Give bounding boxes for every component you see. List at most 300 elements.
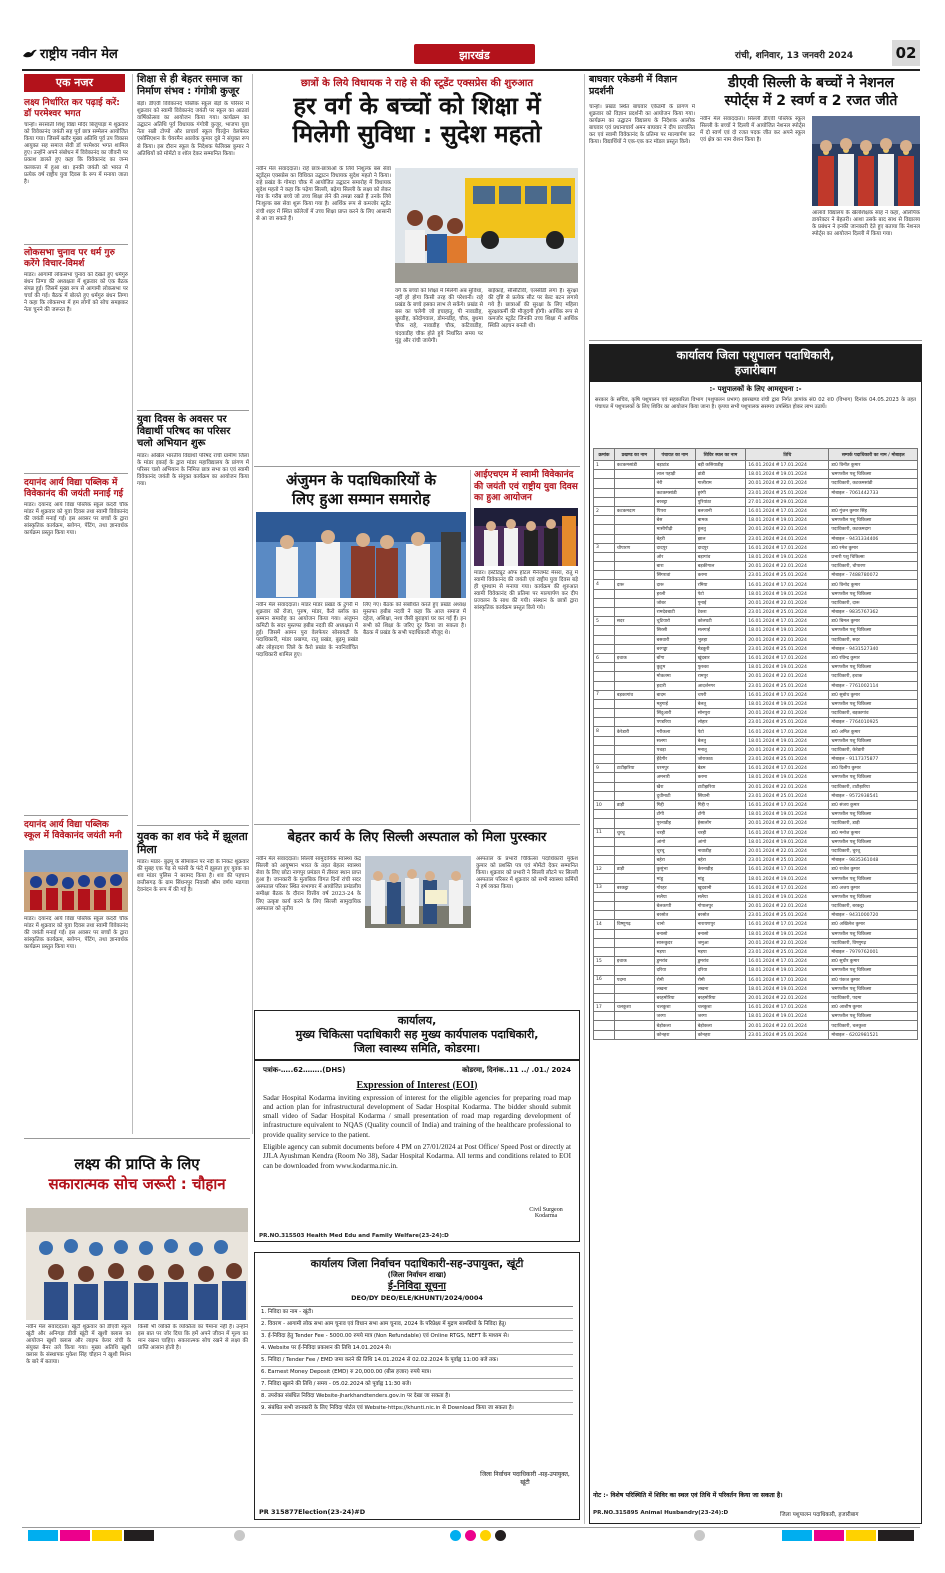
ek-nazar-tab: एक नजर xyxy=(24,74,125,92)
table-row xyxy=(594,571,918,580)
col2-story-1 xyxy=(137,74,249,391)
table-cell: इचाक xyxy=(614,653,654,662)
table-cell: बेड़ोकला xyxy=(654,1021,695,1030)
col2-story-3 xyxy=(137,830,249,1129)
table-cell: कटकमसांडी xyxy=(654,488,695,497)
table-cell: मासीपीढ़ी xyxy=(654,525,695,534)
table-cell: डा0 रमेश कुमार xyxy=(829,543,918,552)
table-cell xyxy=(594,571,615,580)
table-cell: जरगा xyxy=(654,1012,695,1021)
table-cell: 16 xyxy=(594,975,615,984)
anjuman-photo xyxy=(256,512,466,598)
table-row xyxy=(594,810,918,819)
table-cell: बेलकप्पी xyxy=(654,902,695,911)
table-cell xyxy=(614,516,654,525)
table-cell: भ्रमणशील पशु चिकित्सा xyxy=(829,736,918,745)
table-cell xyxy=(614,810,654,819)
table-cell: खैरा xyxy=(654,782,695,791)
table-cell: 18.01.2024 से 19.01.2024 xyxy=(746,837,829,846)
table-cell: भ्रमणशील पशु चिकित्सा xyxy=(829,966,918,975)
table-row xyxy=(594,791,918,800)
table-cell: 20.01.2024 से 22.01.2024 xyxy=(746,562,829,571)
table-cell: पदाधिकारी, कटकमदाग xyxy=(829,525,918,534)
table-cell: मोबाइल - 6202981521 xyxy=(829,1030,918,1039)
table-cell: भ्रमणशील पशु चिकित्सा xyxy=(829,663,918,672)
table-cell: आंगो xyxy=(654,837,695,846)
table-cell: प्रभारी पशु चिकित्सा xyxy=(829,552,918,561)
table-cell: दादपुर xyxy=(695,543,746,552)
table-cell: मांडू xyxy=(695,874,746,883)
table-row xyxy=(594,920,918,929)
table-cell: बलजानी xyxy=(695,506,746,515)
table-cell: 4 xyxy=(594,580,615,589)
table-row xyxy=(594,663,918,672)
table-cell: 7 xyxy=(594,690,615,699)
table-cell: बेहरी xyxy=(654,534,695,543)
table-row xyxy=(594,681,918,690)
table-cell xyxy=(614,589,654,598)
table-cell: पदाधिकारी, टाटीझरिया xyxy=(829,782,918,791)
baghvar-headline: बाघवार एकेडमी में विज्ञान प्रदर्शनी xyxy=(589,74,678,97)
table-cell: मोबाइल - 9431000720 xyxy=(829,911,918,920)
table-cell: सलगाई xyxy=(695,626,746,635)
table-cell: 18.01.2024 से 19.01.2024 xyxy=(746,626,829,635)
table-cell: पदाधिकारी, चुरचू xyxy=(829,846,918,855)
table-cell: डा0 संजय कुमार xyxy=(829,800,918,809)
table-cell xyxy=(594,1030,615,1039)
table-cell: मेडकुरी xyxy=(695,644,746,653)
table-cell: मोबाइल - 9117375877 xyxy=(829,755,918,764)
table-cell: कोलघटी xyxy=(695,617,746,626)
table-cell: डा0 मनोज कुमार xyxy=(829,828,918,837)
table-cell: 6 xyxy=(594,653,615,662)
table-cell: पेटो xyxy=(695,727,746,736)
ek-nazar-item-2 xyxy=(24,248,128,467)
table-cell: बड़ी कसियाडीह xyxy=(695,461,746,470)
table-cell: गालीराम xyxy=(695,479,746,488)
table-cell: 23.01.2024 से 25.01.2024 xyxy=(746,1030,829,1039)
table-cell xyxy=(614,791,654,800)
table-cell: पचड़ा xyxy=(654,745,695,754)
table-cell xyxy=(594,470,615,479)
table-cell xyxy=(594,993,615,1002)
table-cell xyxy=(614,755,654,764)
table-cell xyxy=(594,562,615,571)
table-row xyxy=(594,782,918,791)
table-cell: 20.01.2024 से 22.01.2024 xyxy=(746,598,829,607)
table-row xyxy=(594,488,918,497)
table-cell: सदर xyxy=(614,617,654,626)
table-cell: 18.01.2024 से 19.01.2024 xyxy=(746,663,829,672)
table-cell: चरही xyxy=(654,828,695,837)
table-cell xyxy=(594,552,615,561)
table-cell: बरबट्टा xyxy=(654,497,695,506)
table-cell xyxy=(614,837,654,846)
tender-rows: 1. निविदा का नाम - खूंटी। 2. विवरण - आगामी लोक सभा आम चुनाव एवं विधान सभा आम चुनाव, 2024 के परिप्रेक्ष्य में मुद्रण सामग्रियों के निविदा हेतु। 3. ई-निविदा हेतु Tender Fee - 5000.00 रुपये मात्र (Non Refundable) एवं Online RTGS, NEFT के माध्यम से। 4. Website पर ई-निविदा प्रकाशन की तिथि 14.01.2024 से। 5. निविदा / Tender Fee / EMD जमा करने की तिथि 14.01.2024 से 02.02.2024 के पूर्वाह्न 11:00 बजे तक। 6. Earnest Money Deposit (EMD) रु 20,000.00 (बीस हजार) रुपये मात्र। 7. निविदा खुलने की तिथि / समय - 05.02.2024 को पूर्वाह्न 11:30 बजे। 8. उपरोक्त संबंधित निविदा Website-jharkhandtenders.gov.in पर देखा जा सकता है। 9. संबंधित सभी जानकारी के लिए निविदा पोर्टल एवं Website-https://khunti.nic.in से Download किया जा सकता है। xyxy=(261,1306,573,1415)
table-cell xyxy=(614,947,654,956)
table-row xyxy=(594,727,918,736)
table-cell: 20.01.2024 से 22.01.2024 xyxy=(746,993,829,1002)
col2-story-2 xyxy=(137,414,249,783)
lakshya-headline: लक्ष्य की प्राप्ति के लिए सकारात्मक सोच जरूरी : चौहान xyxy=(48,1155,226,1193)
table-cell: टेकरा xyxy=(695,608,746,617)
table-cell: पदाधिकारी, बड़कागांव xyxy=(829,709,918,718)
table-cell xyxy=(614,773,654,782)
table-cell: सिरसी xyxy=(654,626,695,635)
table-row xyxy=(594,764,918,773)
table-cell: जोराकाठ xyxy=(695,755,746,764)
table-cell: सलैया xyxy=(695,892,746,901)
table-cell: पेटो xyxy=(695,589,746,598)
table-cell xyxy=(614,470,654,479)
table-cell: भ्रमणशील पशु चिकित्सा xyxy=(829,1012,918,1021)
anjuman-body-1: नवीन मेल संवाददाता। मांडर मांडर प्रखंड के टुगरी में शुक्रवार को रोजा, पुरुष, मांडर, कैरो ब्लॉक का सम्मान समारोह का आयोजन किया गया। अंजुमन कमिटी के सदर मुस्तफा हबीब नदवी की अध्यक्षता में हुई। जिसमें आमन पुरा वेलफेयर सोसायटी के पदाधिकारी, मांडर प्रखण्ड, रातू प्रखंड, बुढ़मू प्रखंड और लोहरदगा जिले के कैरो प्रखंड के नवनिर्वाचित पदाधिकारी शामिल हुए। xyxy=(256,602,358,658)
table-cell: टोंगी xyxy=(654,810,695,819)
table-cell xyxy=(614,626,654,635)
table-cell xyxy=(614,608,654,617)
vet-intro: सरकार के सचिव, कृषि पशुपालन एवं सहकारिता विभाग (पशुपालन प्रभाग) झारखण्ड रांची द्वारा निर्गत ज्ञापांक सं0 02 रा0 (विभाग) दिनांक 04.05.2023 के तहत पंचायत में पशुपालकों के लिए शिविर का आयोजन किया जाना है। कृपया सभी पशुपालक ससमय उपस्थित होकर लाभ उठायें। xyxy=(595,397,916,410)
table-cell: पदाधिकारी, सदर xyxy=(829,635,918,644)
item-title: लोकसभा चुनाव पर धर्म गुरु करेंगे विचार-विमर्श xyxy=(24,248,115,269)
table-cell: 20.01.2024 से 22.01.2024 xyxy=(746,635,829,644)
table-cell: डा0 दिलीप कुमार xyxy=(829,764,918,773)
table-row xyxy=(594,856,918,865)
table-row xyxy=(594,892,918,901)
table-cell: चलकुशा xyxy=(654,1003,695,1012)
table-row xyxy=(594,911,918,920)
table-cell: कुटुम xyxy=(654,663,695,672)
table-cell: 20.01.2024 से 22.01.2024 xyxy=(746,709,829,718)
table-cell: टाटीझरिया xyxy=(614,764,654,773)
itm-photo xyxy=(474,508,578,566)
table-cell: 8 xyxy=(594,727,615,736)
table-cell xyxy=(594,1012,615,1021)
table-cell: बड़ाटांड xyxy=(654,461,695,470)
table-cell: डा0 सुबोध कुमार xyxy=(829,690,918,699)
table-cell: सोनपुरा xyxy=(695,709,746,718)
table-cell xyxy=(594,525,615,534)
table-cell: 20.01.2024 से 22.01.2024 xyxy=(746,902,829,911)
table-cell: बड़ागांव xyxy=(695,552,746,561)
table-cell xyxy=(594,846,615,855)
table-cell: 20.01.2024 से 22.01.2024 xyxy=(746,479,829,488)
table-cell: 16.01.2024 से 17.01.2024 xyxy=(746,828,829,837)
table-cell: 15 xyxy=(594,957,615,966)
item-body: चान्हो। सरस्वती शिशु विद्या मंदिर बिजुपाड़ा में शुक्रवार को विवेकानंद जयंती सह पूर्व छात्र सम्मेलन आयोजित किया गया। जिसमें बतौर मुख्य अतिथि पूर्व उप विकास आयुक्त सह समाज सेवी डॉ परमेश्वर भगत शामिल हुए। उन्होंने अपने संबोधन में विवेकानंद का जीवनी पर प्रकाश डालते हुए कहा कि विवेकानंद का जन्म कलकत्ता में हुआ था। इनकी जयंती को भारत में प्रत्येक वर्ष राष्ट्रीय युवा दिवस के रूप में मनाया जाता है। xyxy=(24,122,128,185)
table-cell xyxy=(594,608,615,617)
table-cell xyxy=(594,497,615,506)
table-cell: पदाधिकारी, विष्णुगढ़ xyxy=(829,938,918,947)
table-cell: सिंघानी xyxy=(695,791,746,800)
table-cell xyxy=(594,791,615,800)
paper-name: राष्ट्रीय नवीन मेल xyxy=(40,47,118,62)
table-cell xyxy=(614,856,654,865)
hospital-headline: बेहतर कार्य के लिए सिल्ली अस्पताल को मिला पुरस्कार xyxy=(287,830,547,845)
table-cell: डा0 रविन्द्र कुमार xyxy=(829,653,918,662)
table-cell: बादम xyxy=(654,690,695,699)
table-cell: झाल xyxy=(695,534,746,543)
table-cell: 5 xyxy=(594,617,615,626)
table-cell: कटकमदाग xyxy=(614,506,654,515)
table-row xyxy=(594,644,918,653)
vet-header: कार्यालय जिला पशुपालन पदाधिकारी, हजारीबाग xyxy=(590,345,921,382)
table-cell: खुदवानी xyxy=(695,883,746,892)
table-row xyxy=(594,957,918,966)
table-cell: 23.01.2024 से 25.01.2024 xyxy=(746,755,829,764)
table-cell xyxy=(614,929,654,938)
table-cell xyxy=(594,938,615,947)
hospital-body-1: नवीन मेल संवाददाता। सिल्ली सामुदायिक स्वास्थ्य केंद्र सिल्ली को आयुष्मान भारत के तहत बेहतर स्वास्थ्य सेवा के लिए छोटा नागपुर प्रमंडल में तीसरा स्थान प्राप्त हुआ है। जानकारी के मुताबिक विगत दिनों रांची सदर अस्पताल परिसर स्थित सभागार में आयोजित प्रमंडलीय समीक्षा बैठक के दौरान वित्तीय वर्ष 2023-24 के लिए उत्कृष्ट कार्य करने के लिए सिल्ली सामुदायिक अस्पताल को तृतीय xyxy=(256,856,361,912)
table-cell: 23.01.2024 से 25.01.2024 xyxy=(746,644,829,653)
table-cell: टाटीझरिया xyxy=(695,782,746,791)
table-cell xyxy=(594,681,615,690)
item-title: दयानंद आर्य विद्या पब्लिक में विवेकानंद की जयंती मनाई गई xyxy=(24,478,124,499)
table-cell: सिंदुआरी xyxy=(654,709,695,718)
table-cell: मोबाइल - 9572938541 xyxy=(829,791,918,800)
table-cell: पिपरा xyxy=(654,506,695,515)
itm-body: मांडर। इंस्टीट्यूट ऑफ होटल मैनेजमेंट मेसरा, रातू में स्वामी विवेकानंद की जयंती एवं राष्ट्रीय युवा दिवस बड़े ही धूमधाम से मनाया गया। कार्यक्रम की शुरुआत स्वामी विवेकानंद की प्रतिमा पर माल्यार्पण कर दीप प्रज्वलन के साथ की गयी। संस्थान के छात्रों द्वारा सांस्कृतिक कार्यक्रम प्रस्तुत किये गये। xyxy=(474,570,578,612)
table-cell: पदाधिकारी, चौपारण xyxy=(829,562,918,571)
table-row xyxy=(594,902,918,911)
table-cell: जोबर xyxy=(654,598,695,607)
table-cell xyxy=(614,966,654,975)
table-cell: भ्रमणशील पशु चिकित्सा xyxy=(829,589,918,598)
table-cell: 20.01.2024 से 22.01.2024 xyxy=(746,1021,829,1030)
school-photo xyxy=(24,850,128,912)
table-cell: चुरचू xyxy=(614,828,654,837)
table-cell: हरली xyxy=(654,589,695,598)
table-row xyxy=(594,516,918,525)
table-row xyxy=(594,672,918,681)
vet-sign: जिला पशुपालन पदाधिकारी, हजारीबाग xyxy=(780,1512,859,1518)
table-cell: दरिया xyxy=(654,966,695,975)
table-cell: 9 xyxy=(594,764,615,773)
table-cell xyxy=(614,525,654,534)
table-cell: बड़कीगाल xyxy=(695,562,746,571)
table-cell xyxy=(614,552,654,561)
table-row xyxy=(594,800,918,809)
table-cell xyxy=(594,819,615,828)
table-cell: सलैया xyxy=(654,892,695,901)
masthead-logo xyxy=(22,44,147,64)
ad-khunti: कार्यालय जिला निर्वाचन पदाधिकारी-सह-उपायुक्त, खूंटी (जिला निर्वाचन शाखा) ई-निविदा सूचना DEO/DY DEO/ELE/KHUNTI/2024/0004 1. निविदा का नाम - खूंटी। 2. विवरण - आगामी लोक सभा आम चुनाव एवं विधान सभा आम चुनाव, 2024 के परिप्रेक्ष्य में मुद्रण सामग्रियों के निविदा हेतु। 3. ई-निविदा हेतु Tender Fee - 5000.00 रुपये मात्र (Non Refundable) एवं Online RTGS, NEFT के माध्यम से। 4. Website पर ई-निविदा प्रकाशन की तिथि 14.01.2024 से। 5. निविदा / Tender Fee / EMD जमा करने की तिथि 14.01.2024 से 02.02.2024 के पूर्वाह्न 11:00 बजे तक। 6. Earnest Money Deposit (EMD) रु 20,000.00 (बीस हजार) रुपये मात्र। 7. निविदा खुलने की तिथि / समय - 05.02.2024 को पूर्वाह्न 11:30 बजे। 8. उपरोक्त संबंधित निविदा Website-jharkhandtenders.gov.in पर देखा जा सकता है। 9. संबंधित सभी जानकारी के लिए निविदा पोर्टल एवं Website-https://khunti.nic.in से Download किया जा सकता है। जिला निर्वाचन पदाधिकारी -सह-उपायुक्त, खूंटी PR 315877Election(23-24)#D xyxy=(254,1252,580,1520)
table-cell xyxy=(614,672,654,681)
sport-headline: डीएवी सिल्ली के बच्चों ने नेशनल स्पोर्ट्स में 2 स्वर्ण व 2 रजत जीते xyxy=(724,75,898,109)
table-cell xyxy=(594,755,615,764)
table-cell: बहेरा xyxy=(695,856,746,865)
khunti-sign: जिला निर्वाचन पदाधिकारी -सह-उपायुक्त, खूंटी xyxy=(480,1471,570,1486)
table-cell: बेलतु xyxy=(695,736,746,745)
table-cell: पदाधिकारी, डाड़ी xyxy=(829,819,918,828)
table-cell: भ्रमणशील पशु चिकित्सा xyxy=(829,626,918,635)
table-cell: 23.01.2024 से 24.01.2024 xyxy=(746,534,829,543)
table-cell xyxy=(594,810,615,819)
table-cell: 18.01.2024 से 19.01.2024 xyxy=(746,516,829,525)
table-cell: मोबाइल - 9431334406 xyxy=(829,534,918,543)
story-title: युवा दिवस के अवसर पर विद्यार्थी परिषद का परिसर चलो अभियान शुरू xyxy=(137,414,231,449)
registration-bar xyxy=(22,1527,920,1541)
table-cell: चलकुशा xyxy=(695,1003,746,1012)
lakshya-body-1: नवीन मेल संवाददाता। खूंटी शुक्रवार को डीएवी स्कूल खूंटी और अनिगड़ा डीवी खूंटी में खुशी क्लास का आयोजन खुशी क्लास और लाइफ केयर रांची के संयुक्त बैनर तले किया गया। मुख्य अतिथि खुशी क्लास के संस्थापक मुकेश सिंह चौहान ने खुशी मिशन के बारे में बताया। xyxy=(26,1324,131,1366)
table-cell xyxy=(614,644,654,653)
table-cell: डा0 अखिलेश कुमार xyxy=(829,920,918,929)
table-cell: डा0 अमित कुमार xyxy=(829,727,918,736)
table-cell: डा0 अजय कुमार xyxy=(829,883,918,892)
table-row xyxy=(594,525,918,534)
table-cell: ओर xyxy=(654,552,695,561)
table-cell xyxy=(614,709,654,718)
table-row xyxy=(594,699,918,708)
table-cell: 16.01.2024 से 17.01.2024 xyxy=(746,764,829,773)
table-cell: मनातू xyxy=(695,745,746,754)
table-cell: अमनारी xyxy=(654,773,695,782)
table-cell xyxy=(614,534,654,543)
table-cell: डा0 राजेश कुमार xyxy=(829,865,918,874)
table-cell: चानो xyxy=(654,920,695,929)
table-cell xyxy=(594,745,615,754)
table-cell: खुंदबार xyxy=(695,653,746,662)
table-cell: 18.01.2024 से 19.01.2024 xyxy=(746,1012,829,1021)
table-cell xyxy=(594,598,615,607)
table-cell: मोबाइल - 7061442733 xyxy=(829,488,918,497)
lead-body-2: वर्ग के बच्चों को शिक्षा में मिलेगी अब सुविधा, नहीं हो होगा किसी तरह की परेशानी। राहे प्रखंड के बच्चे इसका लाभ ले सकेंगे। प्रखंड से बस का चलेगी जो इचाहातु, पी नावाडीह, बुरुडीह, कोदोगवाल, डोमनडीह, चौक, बुधमा चौक राहे, नावाडीह चौक, कटिवाडीह, चंदवाडीह चौक होते हुये निर्धारित समय पर मुंडू और रांची जायेगी। xyxy=(395,288,483,344)
table-cell: भ्रमणशील पशु चिकित्सा xyxy=(829,892,918,901)
table-row xyxy=(594,562,918,571)
eoi-sign: Civil Surgeon Kodarma xyxy=(529,1207,563,1219)
table-row xyxy=(594,598,918,607)
table-cell: बसवारी xyxy=(654,635,695,644)
table-cell xyxy=(594,773,615,782)
table-cell xyxy=(594,644,615,653)
table-cell xyxy=(594,856,615,865)
table-row xyxy=(594,461,918,470)
table-cell: 27.01.2024 से 29.01.2024 xyxy=(746,497,829,506)
table-cell: आदर्शनगर xyxy=(695,681,746,690)
itm-headline: आईएचएम में स्वामी विवेकानंद की जयंती एवं राष्ट्रीय युवा दिवस का हुआ आयोजन xyxy=(474,470,578,503)
table-cell: रामपुर xyxy=(695,672,746,681)
table-cell: दुधीमाटी xyxy=(654,791,695,800)
table-cell: डा0 सुधीर कुमार xyxy=(829,957,918,966)
lead-kicker: छात्रों के लिये विधायक ने राहे से की स्टूडेंट एक्सप्रेस की शुरुआत xyxy=(300,78,534,89)
table-cell: बनासो xyxy=(654,929,695,938)
table-row xyxy=(594,653,918,662)
table-cell: बनासो xyxy=(695,929,746,938)
table-cell: 17 xyxy=(594,1003,615,1012)
table-cell: मड़पा xyxy=(695,947,746,956)
table-cell: सलगा xyxy=(654,736,695,745)
table-cell: भ्रमणशील पशु चिकित्सा xyxy=(829,699,918,708)
eoi-subject: Expression of Interest (EOI) xyxy=(356,1079,478,1091)
table-cell: गिद्दी xyxy=(654,800,695,809)
table-cell: 13 xyxy=(594,883,615,892)
table-cell: 10 xyxy=(594,800,615,809)
table-cell: रमिया xyxy=(695,580,746,589)
vet-table-header: शिविर स्थल का नाम xyxy=(695,449,746,461)
table-row xyxy=(594,938,918,947)
table-cell: पदमा xyxy=(614,975,654,984)
classroom-photo xyxy=(26,1208,248,1320)
table-cell: महुगाई xyxy=(654,699,695,708)
table-cell: 16.01.2024 से 17.01.2024 xyxy=(746,617,829,626)
table-cell xyxy=(614,479,654,488)
masthead xyxy=(22,42,920,68)
page-number: 02 xyxy=(892,40,920,66)
table-cell: भ्रमणशील पशु चिकित्सा xyxy=(829,810,918,819)
table-cell: कुसुंभा xyxy=(654,865,695,874)
table-cell: लखना xyxy=(695,984,746,993)
table-cell xyxy=(614,736,654,745)
table-cell xyxy=(614,562,654,571)
table-cell: 16.01.2024 से 17.01.2024 xyxy=(746,543,829,552)
table-cell: 20.01.2024 से 22.01.2024 xyxy=(746,672,829,681)
story-body: मांडर। मांडर- बुढ़मू के सीमांकन पर नदी के निकट शुक्रवार की सुबह एक पेड़ से फांसी के फंदे में झूलता हुए युवक का शव मांडर पुलिस ने बरामद किया है। शव की पहचान छत्तीसगढ़ के ग्राम सिंधनपुर निवासी श्रीम वर्णय मडगवा देवनंदन के रूप में की गई है। xyxy=(137,859,249,894)
vet-pr-no: PR.NO.315895 Animal Husbandry(23-24):D xyxy=(593,1510,729,1516)
table-row xyxy=(594,718,918,727)
table-cell xyxy=(594,874,615,883)
table-cell xyxy=(614,1030,654,1039)
story-body: बेड़ो। डीएवी विवेकानंद पब्लिक स्कूल बेड़ो के परिसर में शुक्रवार को स्वामी विवेकानंद जयंती पर स्कूल का आठवां वार्षिकोत्सव का आयोजन किया गया। कार्यक्रम का उद्घाटन अतिथि पूर्व विधायक गंगोत्री कुजूर, भाजपा युवा नेता सन्नी टोप्पो और प्राचार्य स्कूल चिल्ड्रेन वेलफेयर एसोसिएशन के चेयरमैन आलोक कुमार दूबे ने संयुक्त रूप से किया। इस दौरान स्कूल के निदेशक फेलिक्स कुमार ने अतिथियों को मोमेंटो व शॉल देकर सम्मानित किया। xyxy=(137,101,249,157)
table-cell: पदाधिकारी, पदमा xyxy=(829,993,918,1002)
table-cell: 23.01.2024 से 25.01.2024 xyxy=(746,791,829,800)
table-cell: बरगड्डा xyxy=(654,644,695,653)
table-row xyxy=(594,479,918,488)
table-cell: 18.01.2024 से 19.01.2024 xyxy=(746,470,829,479)
ref-number: पत्रांक-…..62……..(DHS) xyxy=(263,1065,346,1074)
table-cell: दरिया xyxy=(695,966,746,975)
table-cell: पदाधिकारी, दारू xyxy=(829,598,918,607)
table-cell: आंगो xyxy=(695,837,746,846)
vet-note: नोट :- विशेष परिस्थिति में शिविर का स्थल एवं तिथि में परिवर्तन किया जा सकता है। xyxy=(593,1492,783,1499)
table-cell xyxy=(594,718,615,727)
item-body: मांडर। दयानंद आर्य विद्या पब्लिक स्कूल कंदरी चौक मांडर में शुक्रवार को युवा दिवस तथा स्वामी विवेकानंद की जयंती मनाई गई। इस अवसर पर बच्चों के द्वारा सांस्कृतिक कार्यक्रम, स्लोगन, पेंटिंग, तथा ज्ञानवर्धक कार्यक्रम प्रस्तुत किया गया। xyxy=(24,502,128,537)
table-cell: 18.01.2024 से 19.01.2024 xyxy=(746,810,829,819)
table-cell: 18.01.2024 से 19.01.2024 xyxy=(746,736,829,745)
table-cell: चुटियारो xyxy=(654,617,695,626)
table-cell: 16.01.2024 से 17.01.2024 xyxy=(746,690,829,699)
table-cell xyxy=(614,718,654,727)
vet-schedule-table xyxy=(593,448,918,1040)
table-row xyxy=(594,1030,918,1039)
table-row xyxy=(594,506,918,515)
table-cell xyxy=(614,902,654,911)
table-row xyxy=(594,846,918,855)
table-cell xyxy=(614,846,654,855)
ad-kodarma: कार्यालय, मुख्य चिकित्सा पदाधिकारी सह मुख्य कार्यपालक पदाधिकारी, जिला स्वास्थ्य समिति, कोडरमा। पत्रांक-…..62……..(DHS) कोडरमा, दिनांक..11 ../ .01./ 2024 Expression of Interest (EOI) Sadar Hospital Kodarma inviting expression of interest for the eligible agencies for preparing road map and action plan for infrastructural development of Sadar Hospital Kodarma. The bidder should submit small video of Sadar Hospital Kodarma / small presentation of road map regarding development of infrastructure equivalent to NQAS (Quality council of India) and training of the healthcare professional to provide quality service to the patient. Eligible agency can submit documents before 4 PM on 27/01/2024 at Post Office/ Speed Post or directly at JJLA Ayushman Kendra (Room No 38), Sadar Hospital Kodarma. All terms and conditions related to EOI can be downloaded from www.kodarma.nic.in. Civil Surgeon Kodarma PR.NO.315503 Health Med Edu and Family Welfare(23-24):D xyxy=(254,1010,580,1242)
table-row xyxy=(594,635,918,644)
section-label: झारखंड xyxy=(459,49,490,62)
table-cell: 18.01.2024 से 19.01.2024 xyxy=(746,874,829,883)
lead-body-1: नवीन मेल संवाददाता। राहे छात्र-छात्राओं के लिये निशुल्क बस सेवा स्टूडेंट्स एक्सप्रेस का विधिवत उद्घाटन विधायक सुदेश महतो ने किया। राहे प्रखंड के गोमदा चौक में आयोजित उद्घाटन समारोह में विधायक सुदेश महतो ने कहा कि पढ़ेगा सिल्ली, बढ़ेगा सिल्ली के लक्ष्य को लेकर गांव के गरीब बच्चे जो उच्च शिक्षा लेने की तमन्ना रखते हैं उनके लिये निःशुल्क बस सेवा शुरू किया गया है। आर्थिक रूप से कमजोर स्टूडेंट रांची शहर में स्थित कॉलेजों में उच्च शिक्षा प्राप्त करने के लिए आसानी से आ जा सकते हैं। xyxy=(256,166,391,222)
table-cell: 1 xyxy=(594,461,615,470)
table-row xyxy=(594,608,918,617)
table-cell: केरेडारी xyxy=(614,727,654,736)
table-cell: 12 xyxy=(594,865,615,874)
anjuman-headline: अंजुमन के पदाधिकारियों के लिए हुआ सम्मान समारोह xyxy=(285,471,437,508)
table-cell: 18.01.2024 से 19.01.2024 xyxy=(746,929,829,938)
table-cell: पदाधिकारी, कटकमसांडी xyxy=(829,479,918,488)
table-cell: चौपारण xyxy=(614,543,654,552)
table-cell: भ्रमणशील पशु चिकित्सा xyxy=(829,874,918,883)
section-tab xyxy=(414,44,535,64)
table-cell xyxy=(594,966,615,975)
table-cell: 20.01.2024 से 22.01.2024 xyxy=(746,525,829,534)
table-cell: 20.01.2024 से 22.01.2024 xyxy=(746,846,829,855)
vet-table-header: सम्पर्क पदाधिकारी का नाम / मोबाइल xyxy=(829,449,918,461)
dateline: रांची, शनिवार, 13 जनवरी 2024 xyxy=(735,51,854,61)
table-cell: 20.01.2024 से 22.01.2024 xyxy=(746,938,829,947)
table-cell xyxy=(614,993,654,1002)
ek-nazar-item-4-body: मांडर। दयानंद आर्य विद्या पब्लिक स्कूल कंदरी चौक मांडर में शुक्रवार को युवा दिवस तथा स्वामी विवेकानंद की जयंती मनाई गई। इस अवसर पर बच्चों के द्वारा सांस्कृतिक कार्यक्रम, स्लोगन, पेंटिंग, तथा ज्ञानवर्धक कार्यक्रम प्रस्तुत किया गया। xyxy=(24,916,128,951)
